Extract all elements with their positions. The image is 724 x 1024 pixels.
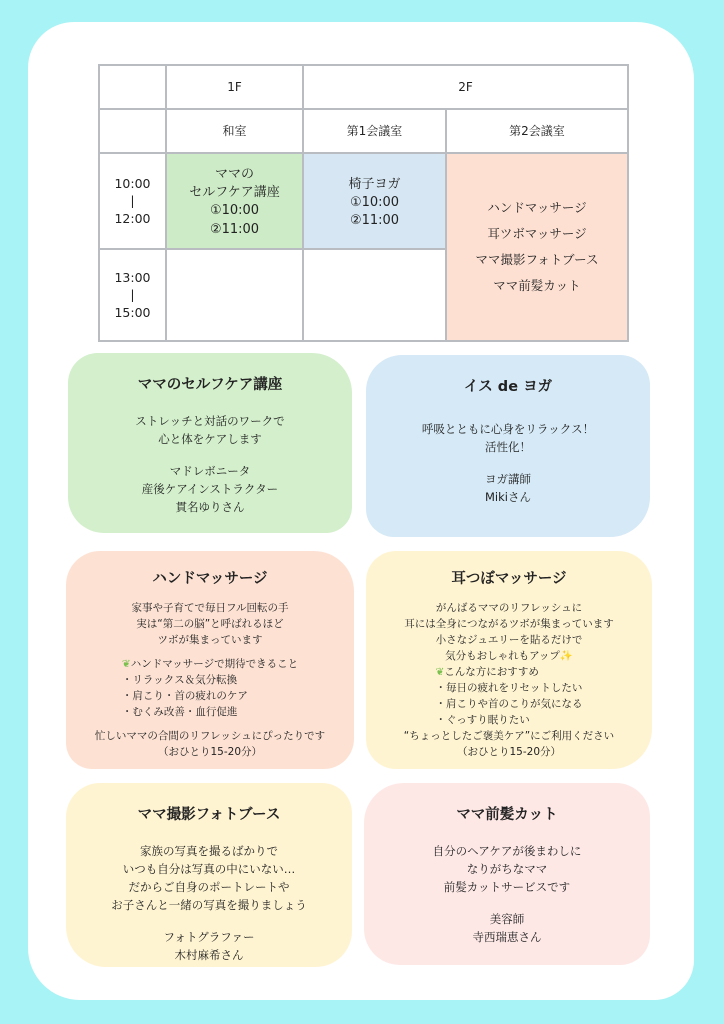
room-kaigi1-header: 第1会議室 <box>303 109 446 153</box>
floor-1f-header: 1F <box>166 65 303 109</box>
hand-massage-card: ハンドマッサージ 家事や子育てで毎日フル回転の手 実は“第二の脳”と呼ばれるほど ツボが集まっています ❦ハンドマッサージで期待できること ・リラックス＆気分転換 ・肩こり・首の疲れのケア ・むくみ改善・血行促進 忙しいママの合間のリフレッシュにぴったりです （おひとり15-20分） <box>66 551 354 769</box>
selfcare-title: ママのセルフケア講座 <box>137 377 283 393</box>
room2-session-cell: ハンドマッサージ 耳ツボマッサージ ママ撮影フォトブース ママ前髪カット <box>446 153 628 341</box>
time-slot-afternoon: 13:00 | 15:00 <box>99 249 166 341</box>
ear-massage-title: 耳つぼマッサージ <box>451 571 567 587</box>
corner-cell <box>99 65 166 109</box>
selfcare-card: ママのセルフケア講座 ストレッチと対話のワークで 心と体をケアします マドレボニータ 産後ケアインストラクター 貫名ゆりさん <box>68 353 352 533</box>
bangs-cut-title: ママ前髪カット <box>456 807 558 823</box>
leaf-icon: ❦ <box>435 666 445 678</box>
photo-booth-title: ママ撮影フォトブース <box>137 807 281 823</box>
floor-2f-header: 2F <box>303 65 628 109</box>
selfcare-session-cell: ママの セルフケア講座 ①10:00 ②11:00 <box>166 153 303 249</box>
room-kaigi2-header: 第2会議室 <box>446 109 628 153</box>
photo-booth-card: ママ撮影フォトブース 家族の写真を撮るばかりで いつも自分は写真の中にいない… だからご自身のポートレートや お子さんと一緒の写真を撮りましょう フォトグラファー 木村麻希さん <box>66 783 352 967</box>
yoga-title: イス de ヨガ <box>463 379 553 395</box>
time-slot-morning: 10:00 | 12:00 <box>99 153 166 249</box>
bangs-cut-card: ママ前髪カット 自分のヘアケアが後まわしに なりがちなママ 前髪カットサービスです 美容師 寺西瑞恵さん <box>364 783 650 965</box>
empty-cell-kaigi1-pm <box>303 249 446 341</box>
empty-cell-washitsu-pm <box>166 249 303 341</box>
room-washitsu-header: 和室 <box>166 109 303 153</box>
yoga-session-cell: 椅子ヨガ ①10:00 ②11:00 <box>303 153 446 249</box>
ear-massage-card: 耳つぼマッサージ がんばるママのリフレッシュに 耳には全身につながるツボが集まっています 小さなジュエリーを貼るだけで 気分もおしゃれもアップ✨ ❦こんな方におすすめ ・毎日の疲れをリセットしたい ・肩こりや首のこりが気になる ・ぐっすり眠りたい “ちょっとしたご褒美ケア”にご利用ください （おひとり15-20分） <box>366 551 652 769</box>
hand-massage-title: ハンドマッサージ <box>152 571 268 587</box>
corner-cell-2 <box>99 109 166 153</box>
schedule-table <box>98 64 629 342</box>
leaf-icon: ❦ <box>121 658 131 670</box>
sparkle-icon: ✨ <box>559 650 573 662</box>
yoga-card: イス de ヨガ 呼吸とともに心身をリラックス！ 活性化！ ヨガ講師 Mikiさん <box>366 355 650 537</box>
